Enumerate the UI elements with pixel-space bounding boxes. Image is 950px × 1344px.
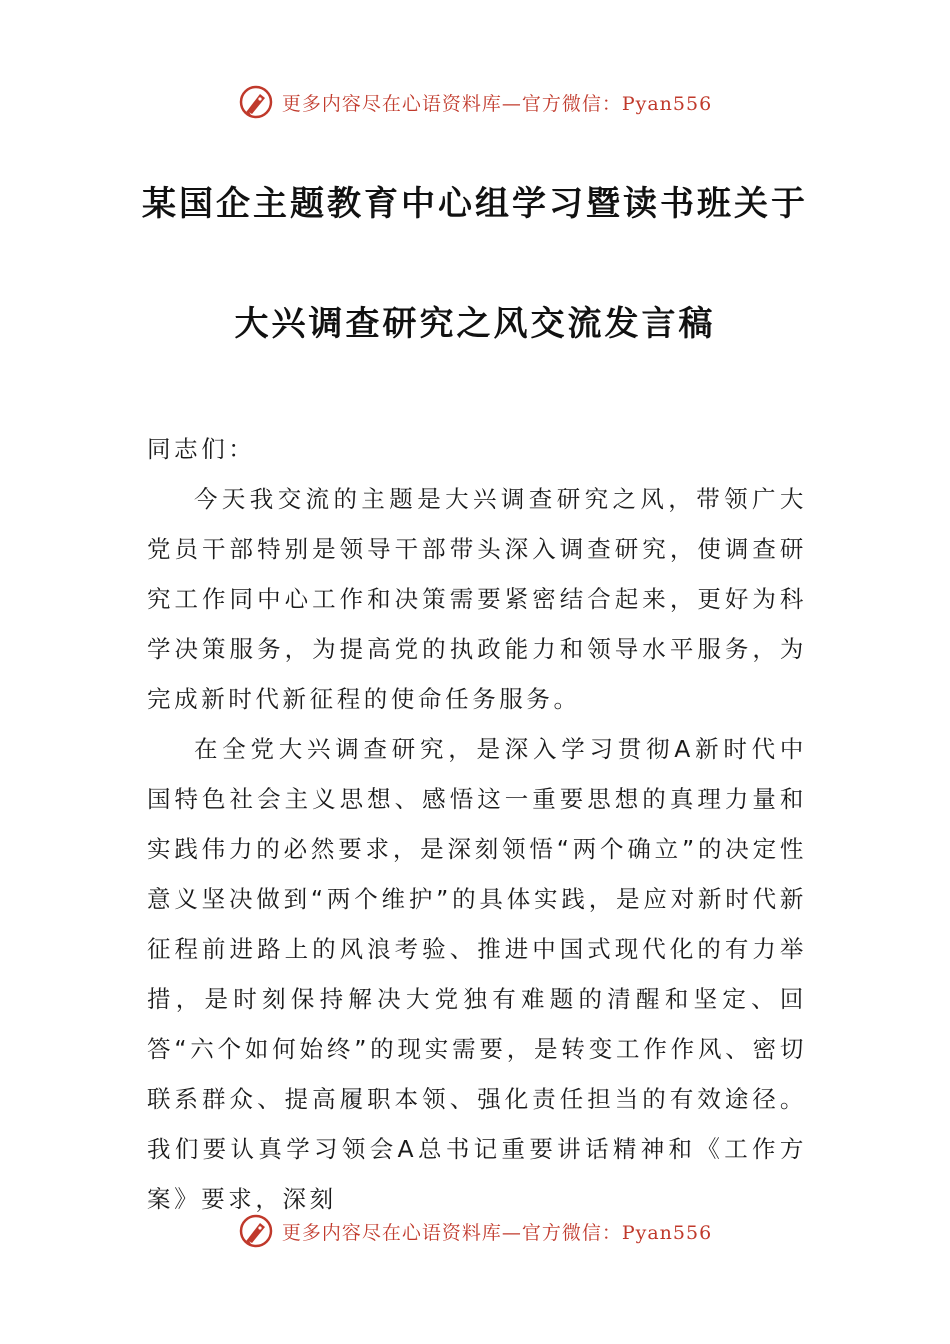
document-title-line-1: 某国企主题教育中心组学习暨读书班关于	[142, 184, 808, 224]
header-watermark-text: 更多内容尽在心语资料库—官方微信：Pyan556	[281, 92, 713, 115]
salutation: 同志们：	[147, 435, 256, 463]
paragraph-1: 今天我交流的主题是大兴调查研究之风，带领广大党员干部特别是领导干部带头深入调查研究，使调查研究工作同中心工作和决策需要紧密结合起来，更好为科学决策服务，为提高党的执政能力和领导水平服务，为完成新时代新征程的使命任务服务。	[147, 485, 807, 713]
pen-nib-logo-icon	[238, 1213, 274, 1249]
document-title-line-2: 大兴调查研究之风交流发言稿	[234, 304, 716, 344]
paragraph-2: 在全党大兴调查研究，是深入学习贯彻A新时代中国特色社会主义思想、感悟这一重要思想的真理力量和实践伟力的必然要求，是深刻领悟“两个确立”的决定性意义坚决做到“两个维护”的具体实践，是应对新时代新征程前进路上的风浪考验、推进中国式现代化的有力举措，是时刻保持解决大党独有难题的清醒和坚定、回答“六个如何始终”的现实需要，是转变工作作风、密切联系群众、提高履职本领、强化责任担当的有效途径。我们要认真学习领会A总书记重要讲话精神和《工作方案》要求，深刻	[147, 735, 807, 1213]
footer-watermark-banner	[0, 1209, 950, 1253]
footer-watermark-text: 更多内容尽在心语资料库—官方微信：Pyan556	[281, 1221, 713, 1244]
document-body	[147, 424, 807, 1224]
header-watermark-banner	[0, 80, 950, 124]
pen-nib-logo-icon	[238, 84, 274, 120]
